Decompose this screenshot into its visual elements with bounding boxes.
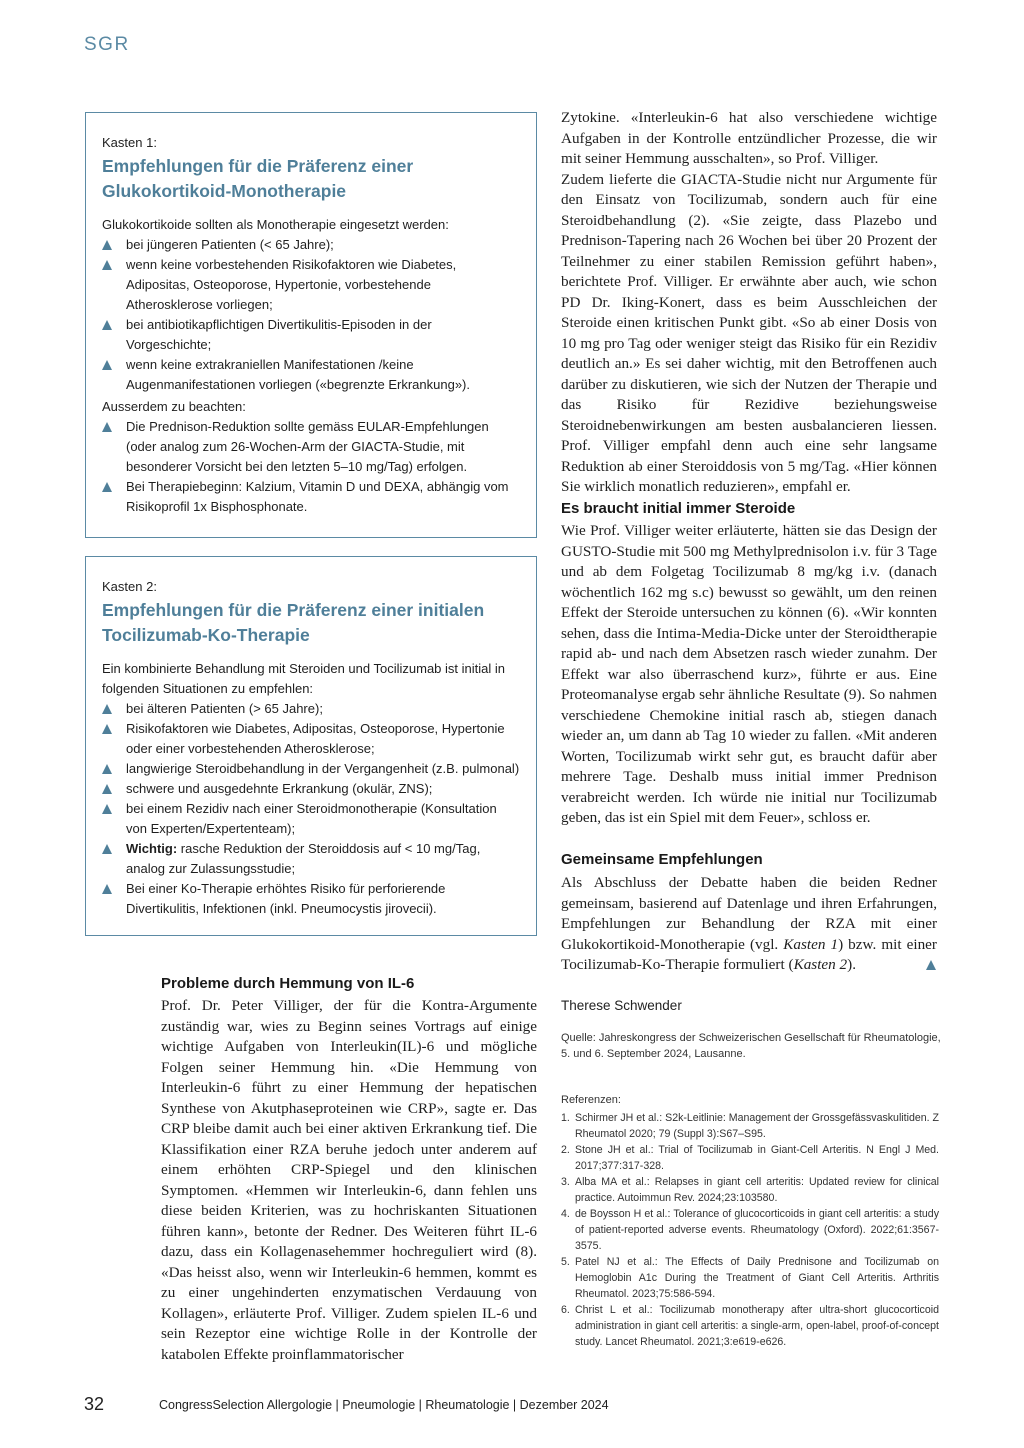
triangle-bullet-icon: [102, 704, 112, 714]
triangle-bullet-icon: [102, 784, 112, 794]
text-run: ).: [847, 956, 857, 973]
paragraph: Wie Prof. Villiger weiter erläuterte, hätten sie das Design der GUSTO-Studie mit 500 mg Methylprednisolon i.v. für 3 Tage und ab dem Folgetag Tocilizumab 8 mg/kg i.v. (danach wöchentlich 162 mg s.c) bewusst so gewählt, um den reinen Effekt der Steroide untersuchen zu können (6). «Wir konnten sehen, dass die Intima-Media-Dicke unter der Steroidtherapie rapid ab- und nach dem Absetzen rasch wieder zunahm. Der Effekt war also überraschend kurz», führte er aus. Eine Proteomanalyse ergab sehr ähnliche Resultate (9). So nahmen verschiedene Chemokine initial rasch ab, stiegen danach wieder an, um dann ab Tag 10 wieder zu fallen. «Mit anderen Worten, Tocilizumab wirkt sehr gut, es braucht dafür aber mehrere Tage. Deshalb muss initial immer Prednison verabreicht werden. Ich würde nie initial nur Tocilizumab geben, das ist ein Spiel mit dem Feuer», schloss er.: [561, 522, 937, 826]
box-title: [102, 154, 520, 204]
paragraph: Zudem lieferte die GIACTA-Studie nicht nur Argumente für den Einsatz von Tocilizumab, sondern auch für eine Steroidbehandlung (2). «Sie zeigte, dass Plazebo und Prednison-Tapering nach 26 Wochen bei über 20 Prozent der Teilnehmer zu einer stabilen Remission geführt haben», berichtete Prof. Villiger. Er erwähnte aber auch, wie schon PD Dr. Iking-Konert, dass es beim Ausschleichen der Steroide einen kritischen Punkt gibt. «So ab einer Dosis von 10 mg pro Tag oder weniger steigt das Risiko für ein Rezidiv deutlich an.» Es sei daher wichtig, mit den Betroffenen auch darüber zu diskutieren, wie sich der Nutzen der Therapie und das Risiko für Rezidive beziehungsweise Steroidnebenwirkungen am besten ausbalancieren liessen. Prof. Villiger empfahl denn auch eine sehr langsame Reduktion ab einer Steroiddosis von 5 mg/Tag. «Hier können Sie wirklich monatlich reduzieren», empfahl er.: [561, 170, 937, 495]
triangle-bullet-icon: [102, 360, 112, 370]
box-label: Kasten 2:: [102, 579, 157, 594]
text-run: ) bzw. mit einer Tocilizumab-Ko-Therapie formuliert (: [561, 935, 937, 973]
box-title-line: Empfehlungen für die Präferenz einer initialen: [102, 600, 485, 620]
list-item: [102, 235, 520, 255]
triangle-bullet-icon: [102, 844, 112, 854]
section-heading: Es braucht initial immer Steroide: [561, 500, 796, 517]
info-box-1: [85, 112, 537, 538]
triangle-bullet-icon: [102, 320, 112, 330]
reference-item: [561, 1174, 939, 1206]
list-item-text: bei antibiotikapflichtigen Divertikulitis-Episoden in der Vorgeschichte;: [126, 317, 432, 352]
list-item: [102, 699, 520, 719]
box-list: [102, 235, 520, 395]
box-title-line: Glukokortikoid-Monotherapie: [102, 181, 347, 201]
list-item-text: wenn keine extrakraniellen Manifestationen /keine Augenmanifestationen vorliegen («begrenzte Erkrankung»).: [126, 357, 470, 392]
list-item: [102, 759, 520, 779]
list-item: [102, 315, 520, 355]
triangle-bullet-icon: [102, 724, 112, 734]
box-label: Kasten 1:: [102, 135, 157, 150]
triangle-bullet-icon: [102, 804, 112, 814]
list-item-text: Bei Therapiebeginn: Kalzium, Vitamin D und DEXA, abhängig vom Risikoprofil 1x Bisphosphonate.: [126, 479, 509, 514]
reference-item: [561, 1110, 939, 1142]
reference-text: Alba MA et al.: Relapses in giant cell arteritis: Updated review for clinical practice. Autoimmun Rev. 2024;23:103580.: [575, 1176, 939, 1204]
reference-number: 2.: [561, 1144, 570, 1156]
article-text-left: [161, 996, 537, 1365]
triangle-bullet-icon: [102, 260, 112, 270]
publication-footer: CongressSelection Allergologie | Pneumologie | Rheumatologie | Dezember 2024: [159, 1398, 609, 1412]
reference-item: [561, 1142, 939, 1174]
page-number: 32: [84, 1394, 105, 1414]
list-item: [102, 255, 520, 315]
paragraph: [561, 873, 937, 976]
list-item-text: Risikofaktoren wie Diabetes, Adipositas, Osteoporose, Hypertonie oder einer vorbestehenden Atherosklerose;: [126, 721, 505, 756]
triangle-bullet-icon: [102, 422, 112, 432]
box-intro: Glukokortikoide sollten als Monotherapie eingesetzt werden:: [102, 217, 449, 232]
list-item: [102, 417, 520, 477]
text-run: Als Abschluss der Debatte haben die beiden Redner gemeinsam, basierend auf Datenlage und ihren Erfahrungen, Empfehlungen zur Behandlung der RZA mit einer Glukokortikoid-Monotherapie (vgl.: [561, 874, 937, 953]
box-note: Ausserdem zu beachten:: [102, 399, 246, 414]
article-text-right: [561, 521, 937, 829]
list-item: [102, 477, 520, 517]
box-title-line: Tocilizumab-Ko-Therapie: [102, 625, 310, 645]
references-list: [561, 1110, 939, 1350]
list-item-bold-label: Wichtig:: [126, 841, 178, 856]
list-item: [102, 779, 520, 799]
reference-number: 6.: [561, 1304, 570, 1316]
author: Therese Schwender: [561, 998, 682, 1013]
reference-number: 4.: [561, 1208, 570, 1220]
end-of-article-icon: [926, 960, 936, 970]
list-item-text: wenn keine vorbestehenden Risikofaktoren wie Diabetes, Adipositas, Osteoporose, Hypertonie, vorbestehende Atherosklerose vorliegen;: [126, 257, 457, 312]
reference-number: 3.: [561, 1176, 570, 1188]
section-heading: Probleme durch Hemmung von IL-6: [161, 975, 415, 992]
list-item-text: Die Prednison-Reduktion sollte gemäss EULAR-Empfehlungen (oder analog zum 26-Wochen-Arm der GIACTA-Studie, mit besonderer Vorsicht bei den letzten 5–10 mg/Tag) erfolgen.: [126, 419, 489, 474]
list-item-text: langwierige Steroidbehandlung in der Vergangenheit (z.B. pulmonal): [126, 761, 520, 776]
references-heading: Referenzen:: [561, 1094, 621, 1106]
reference-text: Patel NJ et al.: The Effects of Daily Prednisone and Tocilizumab on Hemoglobin A1c During the Treatment of Giant Cell Arteritis. Arthritis Rheumatol. 2023;75:586-594.: [575, 1256, 939, 1300]
list-item-text: bei jüngeren Patienten (< 65 Jahre);: [126, 237, 334, 252]
section-heading: Gemeinsame Empfehlungen: [561, 851, 763, 868]
article-text-right: [561, 108, 937, 498]
list-item-text: bei einem Rezidiv nach einer Steroidmonotherapie (Konsultation von Experten/Expertenteam);: [126, 801, 497, 836]
reference-item: [561, 1254, 939, 1302]
reference-number: 1.: [561, 1112, 570, 1124]
reference-item: [561, 1302, 939, 1350]
triangle-bullet-icon: [102, 240, 112, 250]
box-title-line: Empfehlungen für die Präferenz einer: [102, 156, 414, 176]
list-item-text: schwere und ausgedehnte Erkrankung (okulär, ZNS);: [126, 781, 433, 796]
reference-item: [561, 1206, 939, 1254]
paragraph: Prof. Dr. Peter Villiger, der für die Kontra-Argumente zuständig war, wies zu Beginn seines Vortrags auf einige wichtige Aufgaben von Interleukin(IL)-6 und mögliche Folgen seiner Hemmung hin. «Die Hemmung von Interleukin-6 führt zu einer Hemmung der hepatischen Synthese von Akutphaseproteinen wie CRP», sagte er. Das CRP bleibe damit auch bei einer aktiven Erkrankung tief. Die Klassifikation einer RZA beruhe jedoch unter anderem auf einem erhöhten CRP-Spiegel und den klinischen Symptomen. «Hemmen wir Interleukin-6, dann fehlen uns diese beiden Kriterien, was zu hochriskanten Situationen führen kann», betonte der Redner. Des Weiteren führt IL-6 dazu, dass ein Kollagenasehemmer hochreguliert wird (8). «Das heisst also, wenn wir Interleukin-6 hemmen, kommt es zu einer ungehinderten enzymatischen Verdauung von Kollagen», erläuterte Prof. Villiger. Zudem spielen IL-6 und sein Rezeptor eine wichtige Rolle in der Kontrolle der katabolen Effekte proinflammatorischer: [161, 997, 537, 1363]
list-item-text: bei älteren Patienten (> 65 Jahre);: [126, 701, 323, 716]
article-text-right: [561, 873, 937, 976]
info-box-2: [85, 556, 537, 936]
reference-text: Schirmer JH et al.: S2k-Leitlinie: Management der Grossgefässvaskulitiden. Z Rheumatol 2020; 79 (Suppl 3):S67–S95.: [575, 1112, 939, 1140]
box-reference: Kasten 2: [793, 956, 848, 973]
box-reference: Kasten 1: [783, 935, 839, 953]
list-item: [102, 355, 520, 395]
box-intro: Ein kombinierte Behandlung mit Steroiden und Tocilizumab ist initial in folgenden Situationen zu empfehlen:: [102, 661, 505, 696]
list-item: [102, 839, 520, 879]
triangle-bullet-icon: [102, 482, 112, 492]
triangle-bullet-icon: [102, 884, 112, 894]
box-title: [102, 598, 520, 648]
box-note-list: [102, 417, 520, 517]
reference-text: Christ L et al.: Tocilizumab monotherapy after ultra-short glucocorticoid administration in giant cell arteritis: a single-arm, open-label, proof-of-concept study. Lancet Rheumatol. 2021;3:e619-e626.: [575, 1304, 939, 1348]
list-item: [102, 799, 520, 839]
list-item-text: Bei einer Ko-Therapie erhöhtes Risiko für perforierende Divertikulitis, Infektionen (inkl. Pneumocystis jirovecii).: [126, 881, 446, 916]
triangle-bullet-icon: [102, 764, 112, 774]
reference-number: 5.: [561, 1256, 570, 1268]
list-item: [102, 879, 520, 919]
list-item-text: rasche Reduktion der Steroiddosis auf < 10 mg/Tag, analog zur Zulassungsstudie;: [126, 841, 481, 876]
source-note: Quelle: Jahreskongress der Schweizerischen Gesellschaft für Rheumatologie, 5. und 6. September 2024, Lausanne.: [561, 1032, 941, 1060]
section-header: SGR: [84, 34, 130, 55]
list-item: [102, 719, 520, 759]
box-list: [102, 699, 520, 919]
paragraph: Zytokine. «Interleukin-6 hat also verschiedene wichtige Aufgaben in der Kontrolle entzündlicher Prozesse, die wir mit seiner Hemmung ausschalten», so Prof. Villiger.: [561, 109, 937, 167]
reference-text: Stone JH et al.: Trial of Tocilizumab in Giant-Cell Arteritis. N Engl J Med. 2017;377:317-328.: [575, 1144, 939, 1172]
reference-text: de Boysson H et al.: Tolerance of glucocorticoids in giant cell arteritis: a study of patient-reported adverse events. Rheumatology (Oxford). 2022;61:3567-3575.: [575, 1208, 939, 1252]
